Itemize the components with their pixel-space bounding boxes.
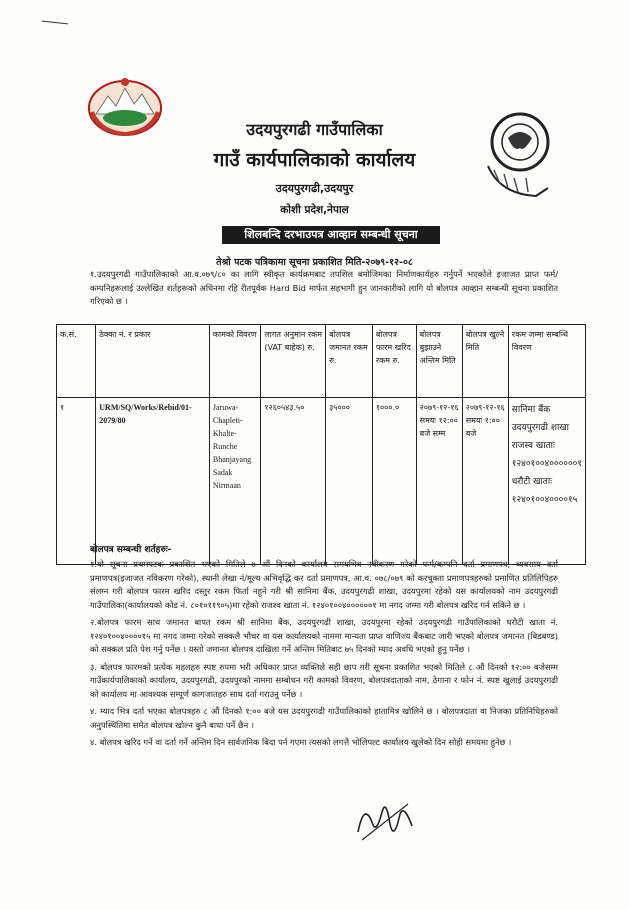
- tender-table: [56, 324, 586, 565]
- cell-submission: २०७९-१२-१६ समयः १२:०० बजे सम्म: [416, 398, 462, 565]
- publication-date: तेश्रो पटक पत्रिकामा सूचना प्रकाशित मिति-२०७९-१२-०८: [216, 257, 413, 268]
- corner-mark: [42, 21, 68, 25]
- notice-title: शिलबन्दि दरभाउपत्र आव्हान सम्बन्धी सूचना: [222, 226, 440, 244]
- header-submission: बोलपत्र बुझाउने अन्तिम मिति: [416, 325, 462, 398]
- term-item: २.बोलपत्र फारम साथ जमानत बापत रकम श्री सानिमा बैंक, उदयपुरगढी शाखा, उदयपुरमा रहेको उदयपुरगढी गाउँपालिकाको धरौटी खाता नं. १२४०१००४००००१५ मा नगद जम्मा गरेको सक्कलै भौचर वा यस कार्यालयको नाममा मान्यता प्राप्त वाणिज्य बैंकबाट जारी भएको बोलपत्र जमानत (बिडबण्ड) को सक्कल प्रति पेश गर्नु पर्नेछ । यस्तो जमानत बोलपत्र दाखिला गर्ने अन्तिम मितिबाट ७५ दिनको म्याद अवधि भएको हुनु पर्नेछ ।: [90, 617, 558, 654]
- cell-deposit: सानिमा बैंक उदयपुरगढी शाखा राजस्व खाताः १२४०१००४००००००१ धरौटी खाताः १२४०१००४००००१५: [508, 398, 585, 565]
- signature-mark: [350, 792, 420, 848]
- header-contract: ठेक्का नं. र प्रकार: [96, 325, 210, 398]
- municipality-name: उदयपुरगढी गाउँपालिका: [246, 120, 383, 139]
- office-seal-stamp: [480, 108, 560, 200]
- header-deposit: रकम जम्मा सम्बन्धि विवरण: [508, 325, 585, 398]
- term-item: १.यो सूचना प्रथमपटक प्रकाशित भएको मितिले ७ औं दिनको कार्यालय समयभित्र नवीकरण गरेको फर्म/कम्पनि दर्ता प्रमाणपत्र, व्यवसाय दर्ता प्रमाणपत्र(इजाजत नविकरण गरेको), स्थानी लेखा नं/मूल्य अभिवृद्धि कर दर्ता प्रमाणपत्र, आ.व. ०७८/०७९ को करचुक्ता प्रमाणपत्रहरुको प्रमाणित प्रतिलिपिहरु संलग्न गरी बोलपत्र फारम खरिद दस्तुर रकम फिर्ता नहुने गरी श्री सानिमा बैंक, उदयपुरगढी शाखा, उदयपुरमा रहेको यस कार्यालयको नाम उदयपुरगढी गाउँपालिका(कार्यालयको कोड नं. ८०१०११९०५)मा रहेको राजश्व खाता नं. १२४०१००४००००००१ मा नगद जम्मा गरी बोलपत्र खरिद गर्न सकिने छ ।: [90, 559, 558, 610]
- office-name: गाउँ कार्यपालिकाको कार्यालय: [213, 149, 416, 171]
- term-item: ३. बोलपत्र फारमको प्रत्येक महलहरु स्पष्ट रुपमा भरी अधिकार प्राप्त व्यक्तिले सही छाप गरी सूचना प्रकाशित भएको मितिले ८ औं दिनको १२:०० बजेसम्म गाउँकार्यपालिकाको कार्यालय, उदयपुरगढी, उदयपुरको नाममा सम्बोधन गरी कामको विवरण, बोलपत्रदाताको नाम, ठेगाना र फोन नं. स्पष्ट खुलाई उदयपुरगढी को कार्यालय मा आवश्यक सम्पूर्ण कागजातहरु साथ दर्ता गराउनु पर्नेछ ।: [90, 661, 558, 699]
- cell-contract: URM/SQ/Works/Rebid/01-2079/80: [96, 398, 210, 565]
- cell-bid-security: ३५०००: [326, 398, 373, 565]
- term-item: ४. म्याद भित्र दर्ता भएका बोलपत्रहरु ८ औं दिनको १:०० बजे यस उदयपुरगढी गाउँपालिकाको हातामित्र खोलिने छ । बोलपत्रदाता वा निजका प्रतिनिधिहरुको अनुपस्थितिमा समेत बोलपत्र खोल्न कुनै बाधा पर्ने छैन ।: [90, 706, 558, 730]
- header-bid-security: बोलपत्र जमानत रकम रु.: [326, 325, 373, 398]
- terms-title: बोलपत्र सम्बन्धी शर्तहरुः-: [90, 545, 172, 555]
- office-address: उदयपुरगढी,उदयपुर: [275, 182, 354, 195]
- header-opening: बोलपत्र खुल्ने मिति: [462, 325, 508, 398]
- term-item: ४. बोलपत्र खरिद गर्ने वा दर्ता गर्ने अन्तिम दिन सार्वजनिक बिदा पर्न गएमा त्यसको लगत्तै भोलिपल्ट कार्यालय खुलेको दिन सोही समयमा हुनेछ ।: [90, 737, 512, 747]
- cell-estimate: १२६०५४३.५०: [261, 398, 326, 565]
- notice-intro: १.उदयपुरगढी गाउँपालिकाको आ.व.०७९/८० का लागि स्वीकृत कार्यक्रमबाट तपशिल बमोजिमका निर्माणकार्यहरु गर्नुपर्ने भएकोले इजाजत प्राप्त फर्म/ कम्पनिहरूलाई उल्लेखित शर्तहरूको अधिनमा रहि रीतपूर्वक Hard Bid मार्फत सहभागी हुन जानकारीको लागि यो बोलपत्र आव्हान सम्बन्धी सूचना प्रकाशित गरिएको छ ।: [90, 269, 558, 306]
- cell-opening: २०७९-१२-१६ समयः १:०० बजे: [462, 398, 508, 565]
- table-header-row: [57, 325, 586, 398]
- cell-sn: १: [57, 398, 96, 565]
- office-province: कोशी प्रदेश,नेपाल: [280, 204, 349, 216]
- header-sn: क.सं.: [57, 325, 96, 398]
- cell-work: Jaruwa-Chapleti-Khalte-Runche Bhanjayang Sadak Nirmaan: [209, 398, 261, 565]
- header-work: कामको विवरण: [209, 325, 261, 398]
- terms-list: [90, 558, 558, 754]
- header-estimate: लागत अनुमान रकम (VAT बाहेक) रु.: [261, 325, 326, 398]
- table-row: [57, 398, 586, 565]
- header-form-fee: बोलपत्र फारम खरिद रकम रु.: [372, 325, 416, 398]
- cell-form-fee: १०००.०: [372, 398, 416, 565]
